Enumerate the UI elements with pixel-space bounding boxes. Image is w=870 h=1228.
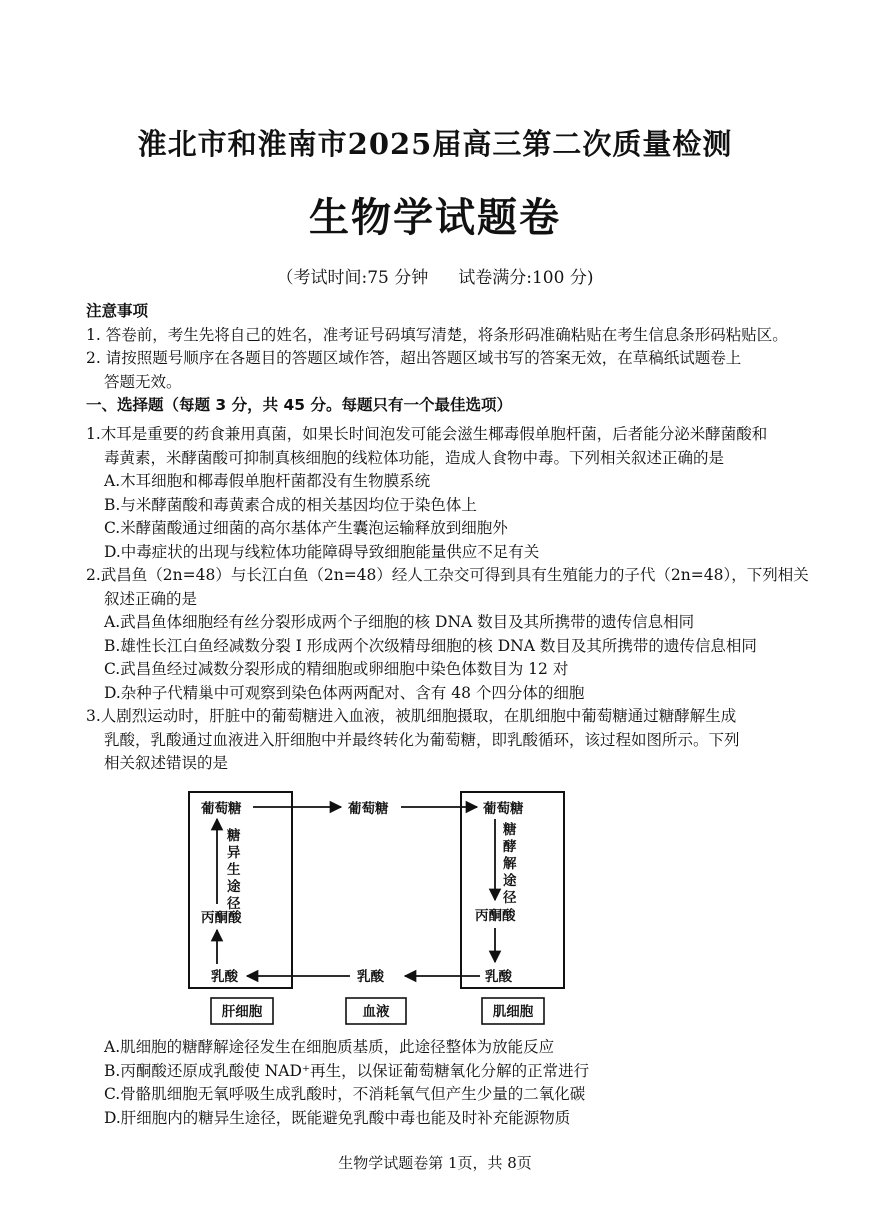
exam-time: （考试时间:75 分钟 bbox=[276, 268, 429, 288]
full-score: 试卷满分:100 分) bbox=[458, 268, 594, 288]
blood-lactate: 乳酸 bbox=[357, 969, 384, 985]
subject-title: 生物学试题卷 bbox=[309, 194, 561, 241]
glycolysis-char: 糖 bbox=[503, 822, 517, 838]
glycolysis-char: 途 bbox=[503, 873, 517, 889]
lactate-cycle-diagram bbox=[185, 782, 565, 1032]
liver-pyruvate: 丙酮酸 bbox=[201, 910, 242, 926]
option-d: D.中毒症状的出现与线粒体功能障碍导致细胞能量供应不足有关 bbox=[104, 542, 540, 561]
question-stem: 3.人剧烈运动时，肝脏中的葡萄糖进入血液，被肌细胞摄取，在肌细胞中葡萄糖通过糖酵解生成 bbox=[86, 707, 737, 725]
option-b: B.与米酵菌酸和毒黄素合成的相关基因均位于染色体上 bbox=[104, 495, 477, 514]
notice-block bbox=[86, 300, 786, 418]
exam-info bbox=[0, 263, 870, 288]
option-d: D.肝细胞内的糖异生途径，既能避免乳酸中毒也能及时补充能源物质 bbox=[104, 1108, 571, 1127]
gluconeogenesis-char: 异 bbox=[227, 845, 241, 861]
glycolysis-char: 解 bbox=[503, 856, 517, 872]
option-b: B.丙酮酸还原成乳酸使 NAD⁺再生，以保证葡萄糖氧化分解的正常进行 bbox=[104, 1061, 590, 1080]
question-1 bbox=[86, 423, 786, 564]
muscle-label: 肌细胞 bbox=[492, 1004, 534, 1020]
muscle-lactate: 乳酸 bbox=[485, 969, 512, 985]
liver-label: 肝细胞 bbox=[221, 1004, 263, 1020]
glycolysis-char: 酵 bbox=[503, 839, 517, 855]
muscle-glucose: 葡萄糖 bbox=[483, 801, 524, 817]
option-b: B.雄性长江白鱼经减数分裂 I 形成两个次级精母细胞的核 DNA 数目及其所携带的遗传信息相同 bbox=[104, 636, 757, 655]
question-3-options bbox=[104, 1036, 589, 1130]
option-c: C.武昌鱼经过减数分裂形成的精细胞或卵细胞中染色体数目为 12 对 bbox=[104, 660, 569, 678]
option-a: A.木耳细胞和椰毒假单胞杆菌都没有生物膜系统 bbox=[104, 472, 431, 490]
question-stem: 相关叙述错误的是 bbox=[104, 754, 229, 772]
option-a: A.肌细胞的糖酵解途径发生在细胞质基质，此途径整体为放能反应 bbox=[104, 1038, 555, 1056]
glycolysis-char: 径 bbox=[503, 890, 517, 906]
question-stem: 乳酸，乳酸通过血液进入肝细胞中并最终转化为葡萄糖，即乳酸循环，该过程如图所示。下列 bbox=[104, 730, 740, 749]
gluconeogenesis-char: 生 bbox=[227, 862, 241, 878]
gluconeogenesis-char: 径 bbox=[227, 896, 241, 912]
liver-glucose: 葡萄糖 bbox=[201, 801, 242, 817]
notice-heading: 注意事项 bbox=[86, 302, 149, 320]
notice-item: 1. 答卷前，考生先将自己的姓名，准考证号码填写清楚，将条形码准确粘贴在考生信息条形码粘贴区。 bbox=[86, 325, 788, 344]
question-stem: 1.木耳是重要的药食兼用真菌，如果长时间泡发可能会滋生椰毒假单胞杆菌，后者能分泌米酵菌酸和 bbox=[86, 425, 768, 443]
question-2 bbox=[86, 564, 809, 705]
muscle-pyruvate: 丙酮酸 bbox=[475, 908, 516, 924]
liver-lactate: 乳酸 bbox=[211, 969, 238, 985]
blood-glucose: 葡萄糖 bbox=[348, 801, 389, 817]
option-c: C.骨骼肌细胞无氧呼吸生成乳酸时，不消耗氧气但产生少量的二氧化碳 bbox=[104, 1085, 586, 1103]
question-stem: 2.武昌鱼（2n=48）与长江白鱼（2n=48）经人工杂交可得到具有生殖能力的子代（2n=48），下列相关 bbox=[86, 566, 809, 584]
option-a: A.武昌鱼体细胞经有丝分裂形成两个子细胞的核 DNA 数目及其所携带的遗传信息相同 bbox=[104, 613, 695, 631]
gluconeogenesis-char: 糖 bbox=[227, 828, 241, 844]
gluconeogenesis-char: 途 bbox=[227, 879, 241, 895]
page-footer: 生物学试题卷第 1页，共 8页 bbox=[338, 1154, 532, 1172]
option-c: C.米酵菌酸通过细菌的高尔基体产生囊泡运输释放到细胞外 bbox=[104, 519, 508, 537]
section-heading: 一、选择题（每题 3 分，共 45 分。每题只有一个最佳选项） bbox=[86, 396, 512, 414]
notice-item: 2. 请按照题号顺序在各题目的答题区域作答，超出答题区域书写的答案无效，在草稿纸试题卷上 bbox=[86, 349, 742, 367]
notice-item: 答题无效。 bbox=[104, 372, 182, 391]
exam-title: 淮北市和淮南市2025届高三第二次质量检测 bbox=[137, 127, 733, 161]
blood-label: 血液 bbox=[362, 1004, 390, 1020]
question-stem: 毒黄素，米酵菌酸可抑制真核细胞的线粒体功能，造成人食物中毒。下列相关叙述正确的是 bbox=[104, 448, 725, 467]
liver-cell-box bbox=[189, 792, 292, 988]
option-d: D.杂种子代精巢中可观察到染色体两两配对、含有 48 个四分体的细胞 bbox=[104, 683, 585, 702]
question-3 bbox=[86, 705, 786, 776]
question-stem: 叙述正确的是 bbox=[104, 589, 198, 608]
